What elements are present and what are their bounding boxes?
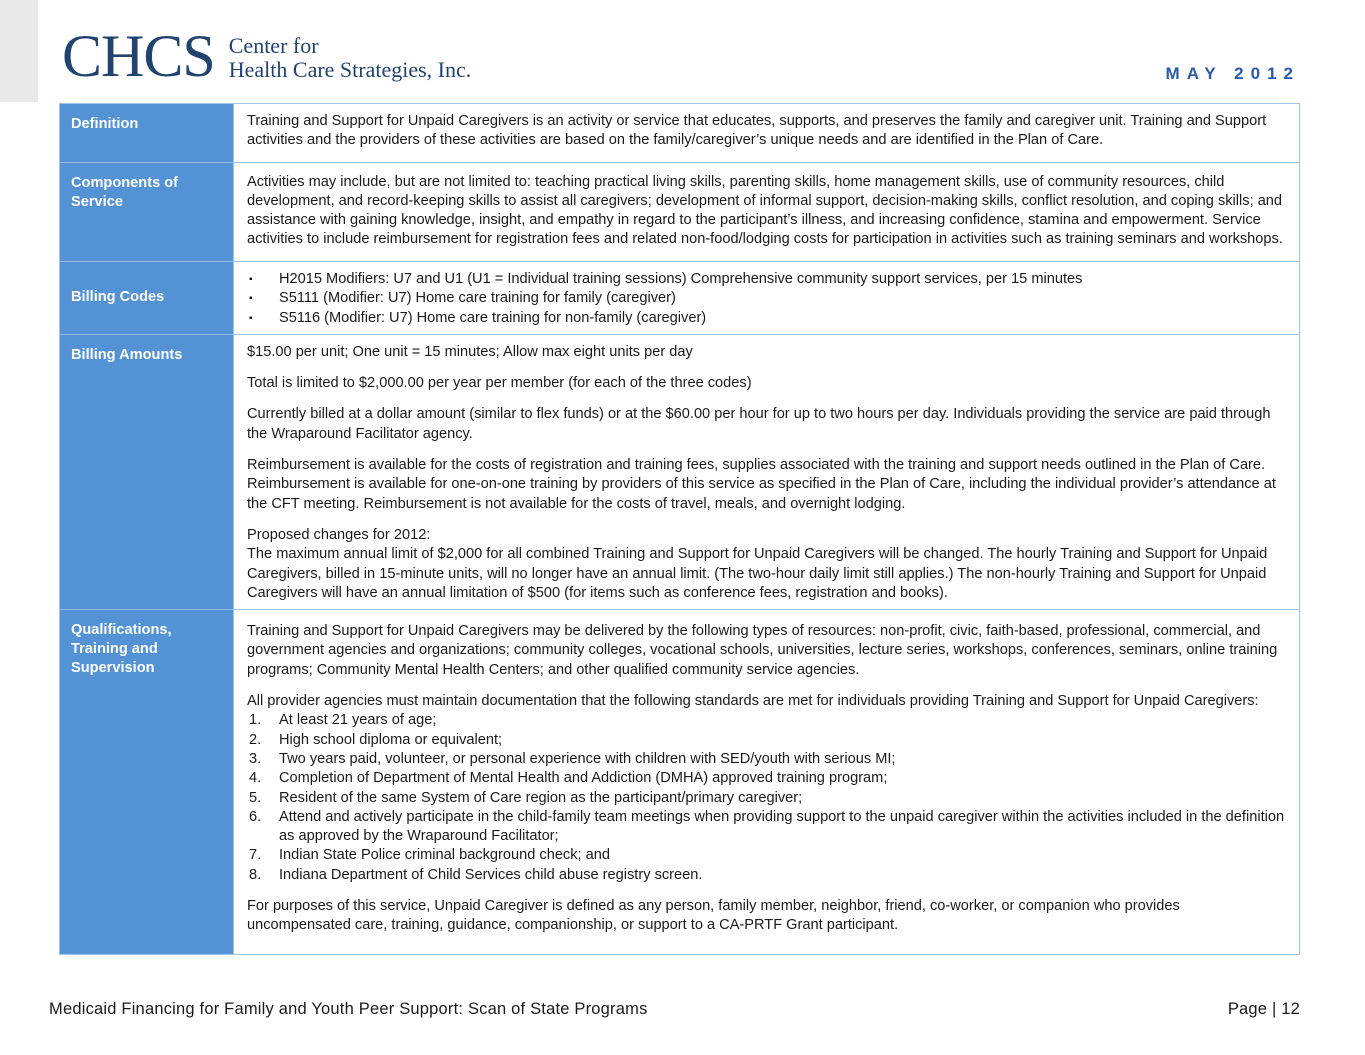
table-row-components-of-service bbox=[60, 162, 1299, 261]
logo-acronym: CHCS bbox=[62, 23, 215, 89]
billing-amounts-annual-limit: Total is limited to $2,000.00 per year per member (for each of the three codes) bbox=[247, 375, 752, 392]
row-content-definition bbox=[233, 104, 1299, 162]
page-footer bbox=[49, 1000, 1300, 1019]
billing-code-text: H2015 Modifiers: U7 and U1 (U1 = Individual training sessions) Comprehensive community support services, per 15 minutes bbox=[279, 271, 1083, 287]
billing-code-item bbox=[247, 309, 1286, 328]
standard-item: High school diploma or equivalent; bbox=[279, 731, 503, 748]
billing-code-text: S5116 (Modifier: U7) Home care training for non-family (caregiver) bbox=[279, 309, 707, 326]
row-label-components: Components of Service bbox=[60, 162, 233, 261]
chcs-logo bbox=[62, 23, 1300, 89]
billing-codes-list bbox=[247, 270, 1286, 328]
standard-item: Attend and actively participate in the child-family team meetings when providing support to the unpaid caregiver within the activities included in the definition as approved by the Wraparound Facilitator; bbox=[279, 808, 1285, 845]
table-row-definition bbox=[60, 104, 1299, 162]
footer-document-title: Medicaid Financing for Family and Youth Peer Support: Scan of State Programs bbox=[49, 1000, 648, 1018]
standard-item: Indian State Police criminal background check; and bbox=[279, 847, 610, 864]
billing-code-text: S5111 (Modifier: U7) Home care training for family (caregiver) bbox=[279, 290, 676, 307]
row-content-components bbox=[233, 162, 1299, 261]
logo-org-name-line2: Health Care Strategies, Inc. bbox=[228, 56, 472, 82]
row-content-billing-amounts bbox=[233, 334, 1299, 609]
standard-item: Indiana Department of Child Services child abuse registry screen. bbox=[279, 866, 703, 883]
standard-item: At least 21 years of age; bbox=[279, 712, 437, 729]
table-row-qualifications bbox=[60, 609, 1299, 954]
row-content-billing-codes bbox=[233, 261, 1299, 334]
logo-org-name-line1: Center for bbox=[228, 33, 319, 58]
definition-text: Training and Support for Unpaid Caregivers is an activity or service that educates, supports, and preserves the family and caregiver unit. Training and Support activities and the providers of these activities are based on the family/caregiver’s unique needs and are identified in the Plan of Care. bbox=[247, 113, 1267, 149]
qualifications-outro: For purposes of this service, Unpaid Caregiver is defined as any person, family member, neighbor, friend, co-worker, or companion who provides uncompensated care, training, guidance, companionship, or support to a CA-PRTF Grant participant. bbox=[247, 898, 1180, 934]
page-margin-shade bbox=[0, 0, 38, 102]
billing-code-item bbox=[247, 289, 1286, 308]
square-bullet-icon: ▪ bbox=[249, 293, 253, 305]
table-row-billing-amounts bbox=[60, 334, 1299, 609]
row-content-qualifications bbox=[233, 609, 1299, 954]
components-text: Activities may include, but are not limited to: teaching practical living skills, parenting skills, home management skills, use of community resources, child development, and record-keeping skills to assist all caregivers; development of informal support, decision-making skills, conflict resolution, and coping skills; and assistance with gaining knowledge, insight, and empathy in regard to the participant’s illness, and increasing confidence, stamina and empowerment. Service activities to include reimbursement for registration fees and related non-food/lodging costs for participation in activities such as training seminars and workshops. bbox=[247, 174, 1283, 247]
standard-item: Completion of Department of Mental Health and Addiction (DMHA) approved training program; bbox=[279, 770, 888, 787]
row-label-billing-amounts: Billing Amounts bbox=[60, 334, 233, 609]
qualifications-standards-list bbox=[247, 711, 1286, 885]
qualifications-intro: Training and Support for Unpaid Caregivers may be delivered by the following types of resources: non-profit, civic, faith-based, professional, commercial, and government agencies and organizations; community colleges, vocational schools, universities, lecture series, workshops, conferences, seminars, online training programs; Community Mental Health Centers; and other qualified community service agencies. bbox=[247, 623, 1278, 678]
billing-amounts-reimbursement: Reimbursement is available for the costs of registration and training fees, supplies associated with the training and support needs outlined in the Plan of Care. Reimbursement is available for one-on-one training by providers of this service as specified in the Plan of Care, including the individual provider’s attendance at the CFT meeting. Reimbursement is not available for the costs of travel, meals, and overnight lodging. bbox=[247, 457, 1276, 512]
row-label-qualifications: Qualifications, Training and Supervision bbox=[60, 609, 233, 954]
billing-code-item bbox=[247, 270, 1286, 289]
qualifications-standards-intro: All provider agencies must maintain documentation that the following standards are met for individuals providing Training and Support for Unpaid Caregivers: bbox=[247, 693, 1259, 710]
row-label-definition: Definition bbox=[60, 104, 233, 162]
logo-org-name bbox=[229, 28, 472, 81]
page-header bbox=[62, 23, 1300, 92]
row-label-billing-codes: Billing Codes bbox=[60, 261, 233, 334]
standard-item: Two years paid, volunteer, or personal experience with children with SED/youth with serious MI; bbox=[279, 750, 896, 767]
square-bullet-icon: ▪ bbox=[249, 312, 253, 324]
billing-amounts-proposed-text: The maximum annual limit of $2,000 for all combined Training and Support for Unpaid Caregivers will be changed. The hourly Training and Support for Unpaid Caregivers, billed in 15-minute units, will no longer have an annual limit. (The two-hour daily limit still applies.) The non-hourly Training and Support for Unpaid Caregivers will have an annual limitation of $500 (for items such as conference fees, registration and books). bbox=[247, 546, 1268, 601]
footer-page-number: Page | 12 bbox=[1227, 1000, 1300, 1018]
service-definition-table bbox=[59, 103, 1300, 955]
standard-item: Resident of the same System of Care region as the participant/primary caregiver; bbox=[279, 789, 803, 806]
table-row-billing-codes bbox=[60, 261, 1299, 334]
billing-amounts-current-billing: Currently billed at a dollar amount (similar to flex funds) or at the $60.00 per hour for up to two hours per day. Individuals providing the service are paid through the Wraparound Facilitator agency. bbox=[247, 406, 1271, 442]
document-date: MAY 2012 bbox=[1165, 64, 1300, 83]
square-bullet-icon: ▪ bbox=[249, 274, 253, 285]
billing-amounts-unit-rate: $15.00 per unit; One unit = 15 minutes; Allow max eight units per day bbox=[247, 343, 693, 360]
billing-amounts-proposed-heading: Proposed changes for 2012: bbox=[247, 526, 431, 543]
